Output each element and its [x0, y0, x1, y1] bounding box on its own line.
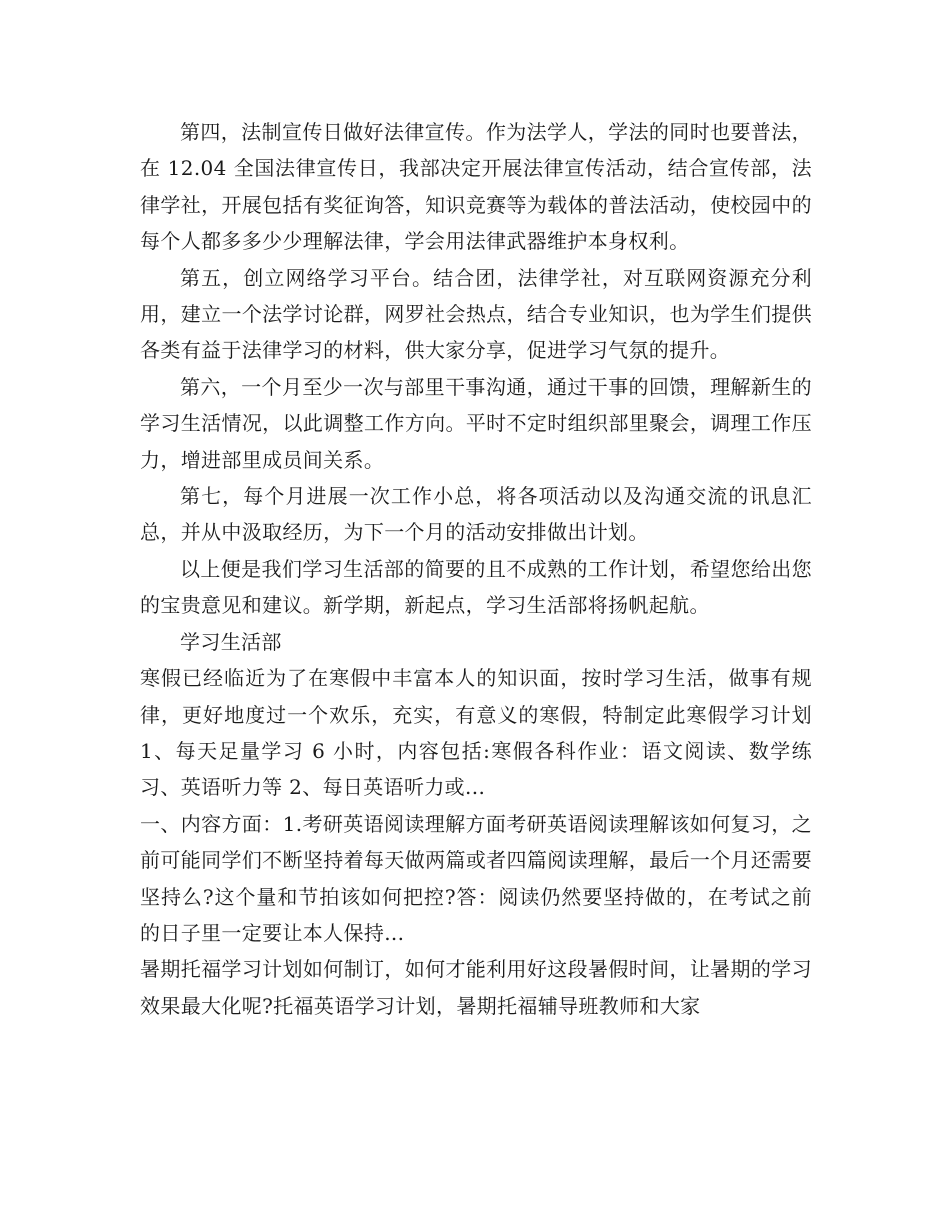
paragraph-winter-plan: 寒假已经临近为了在寒假中丰富本人的知识面，按时学习生活，做事有规律，更好地度过一个欢乐，充实，有意义的寒假，特制定此寒假学习计划 1、每天足量学习 6 小时，内容包括:寒假各科作业：语文阅读、数学练习、英语听力等 2、每日英语听力或...	[140, 666, 812, 800]
paragraph-law-publicity: 第四，法制宣传日做好法律宣传。作为法学人，学法的同时也要普法，在 12.04 全国法律宣传日，我部决定开展法律宣传活动，结合宣传部，法律学社，开展包括有奖征询答，知识竞赛等为载体的普法活动，使校园中的每个人都多多少少理解法律，学会用法律武器维护本身权利。	[140, 120, 812, 254]
paragraph-staff-communication: 第六，一个月至少一次与部里干事沟通，通过干事的回馈，理解新生的学习生活情况，以此调整工作方向。平时不定时组织部里聚会，调理工作压力，增进部里成员间关系。	[140, 374, 812, 472]
signature-department: 学习生活部	[180, 629, 282, 654]
paragraph-online-platform: 第五，创立网络学习平台。结合团，法律学社，对互联网资源充分利用，建立一个法学讨论群，网罗社会热点，结合专业知识，也为学生们提供各类有益于法律学习的材料，供大家分享，促进学习气氛的提升。	[140, 265, 812, 363]
document-body	[140, 114, 812, 1024]
paragraph-toefl-plan: 暑期托福学习计划如何制订，如何才能利用好这段暑假时间，让暑期的学习效果最大化呢?托福英语学习计划，暑期托福辅导班教师和大家	[140, 957, 812, 1018]
paragraph-exam-reading: 一、内容方面：1.考研英语阅读理解方面考研英语阅读理解该如何复习，之前可能同学们不断坚持着每天做两篇或者四篇阅读理解，最后一个月还需要坚持么?这个量和节拍该如何把控?答：阅读仍然要坚持做的，在考试之前的日子里一定要让本人保持...	[140, 811, 812, 945]
paragraph-monthly-summary: 第七，每个月进展一次工作小总，将各项活动以及沟通交流的讯息汇总，并从中汲取经历，为下一个月的活动安排做出计划。	[140, 484, 812, 545]
paragraph-closing: 以上便是我们学习生活部的简要的且不成熟的工作计划，希望您给出您的宝贵意见和建议。新学期，新起点，学习生活部将扬帆起航。	[140, 556, 812, 618]
